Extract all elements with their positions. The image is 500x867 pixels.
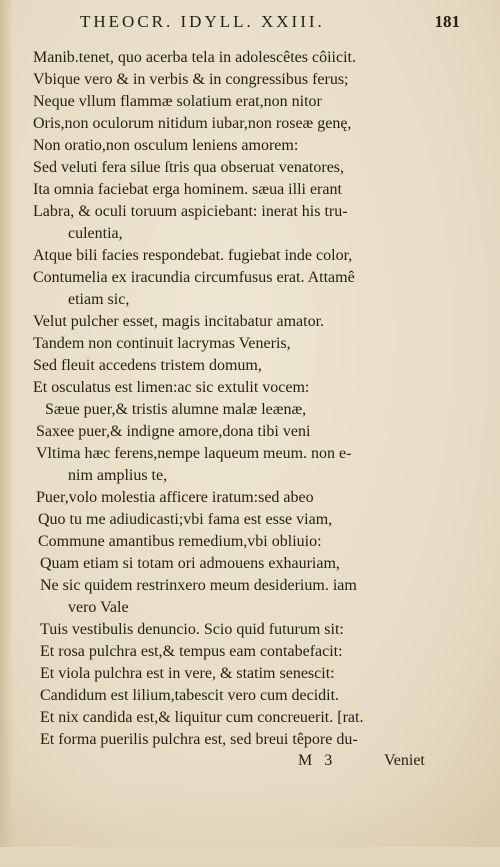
text-line: Ne sic quidem restrinxero meum desiderium. iam bbox=[40, 577, 357, 594]
text-line: Tandem non continuit lacrymas Veneris, bbox=[33, 335, 291, 352]
text-line: Sed fleuit accedens tristem domum, bbox=[33, 357, 262, 374]
text-line: etiam sic, bbox=[68, 291, 130, 308]
lower-margin bbox=[0, 780, 500, 867]
text-line: Neque vllum flammæ solatium erat,non nitor bbox=[33, 93, 322, 110]
text-line: Ita omnia faciebat erga hominem. sæua illi erant bbox=[33, 181, 342, 198]
text-line: vero Vale bbox=[68, 599, 129, 616]
running-head: THEOCR. IDYLL. XXIII. bbox=[80, 12, 325, 31]
text-line: Sæue puer,& tristis alumne malæ leænæ, bbox=[45, 401, 307, 418]
text-line: Contumelia ex iracundia circumfusus erat. Attamê bbox=[33, 269, 355, 286]
text-line: Commune amantibus remedium,vbi obliuio: bbox=[38, 533, 322, 550]
text-line: Et nix candida est,& liquitur cum concreuerit. [rat. bbox=[40, 709, 364, 726]
text-line: Puer,volo molestia afficere iratum:sed abeo bbox=[36, 489, 314, 506]
text-line: Quam etiam si totam ori admouens exhauriam, bbox=[40, 555, 340, 572]
text-line: Tuis vestibulis denuncio. Scio quid futurum sit: bbox=[40, 621, 344, 638]
signature-mark: M 3 bbox=[298, 752, 337, 769]
page-gutter-shadow bbox=[0, 0, 14, 847]
text-line: Candidum est lilium,tabescit vero cum decidit. bbox=[40, 687, 340, 704]
text-line: Manib.tenet, quo acerba tela in adolescêtes côiicit. bbox=[33, 49, 356, 66]
text-line: Oris,non oculorum nitidum iubar,non roseæ genę, bbox=[33, 115, 352, 132]
text-line: Labra, & oculi toruum aspiciebant: inerat his tru- bbox=[33, 203, 348, 220]
text-line: Atque bili facies respondebat. fugiebat inde color, bbox=[33, 247, 353, 264]
text-line: Vltima hæc ferens,nempe laqueum meum. non e- bbox=[36, 445, 352, 462]
text-line: Saxee puer,& indigne amore,dona tibi veni bbox=[36, 423, 311, 440]
text-line: nim amplius te, bbox=[68, 467, 168, 484]
text-line: Et viola pulchra est in vere, & statim senescit: bbox=[40, 665, 335, 682]
text-line: Non oratio,non osculum leniens amorem: bbox=[33, 137, 299, 154]
text-line: Et rosa pulchra est,& tempus eam contabefacit: bbox=[40, 643, 343, 660]
text-line: Sed veluti fera silue ſtris qua obseruat venatores, bbox=[33, 159, 345, 176]
text-line: Vbique vero & in verbis & in congressibus ferus; bbox=[33, 71, 349, 88]
page-header bbox=[0, 12, 500, 38]
text-line: Quo tu me adiudicasti;vbi fama est esse viam, bbox=[38, 511, 333, 528]
text-line: Et forma puerilis pulchra est, sed breui têpore du- bbox=[40, 731, 358, 748]
text-line: culentia, bbox=[68, 225, 123, 242]
text-line: Et osculatus est limen:ac sic extulit vocem: bbox=[33, 379, 310, 396]
text-line: Velut pulcher esset, magis incitabatur amator. bbox=[33, 313, 325, 330]
page-number: 181 bbox=[434, 12, 460, 31]
catchword: Veniet bbox=[384, 752, 425, 769]
